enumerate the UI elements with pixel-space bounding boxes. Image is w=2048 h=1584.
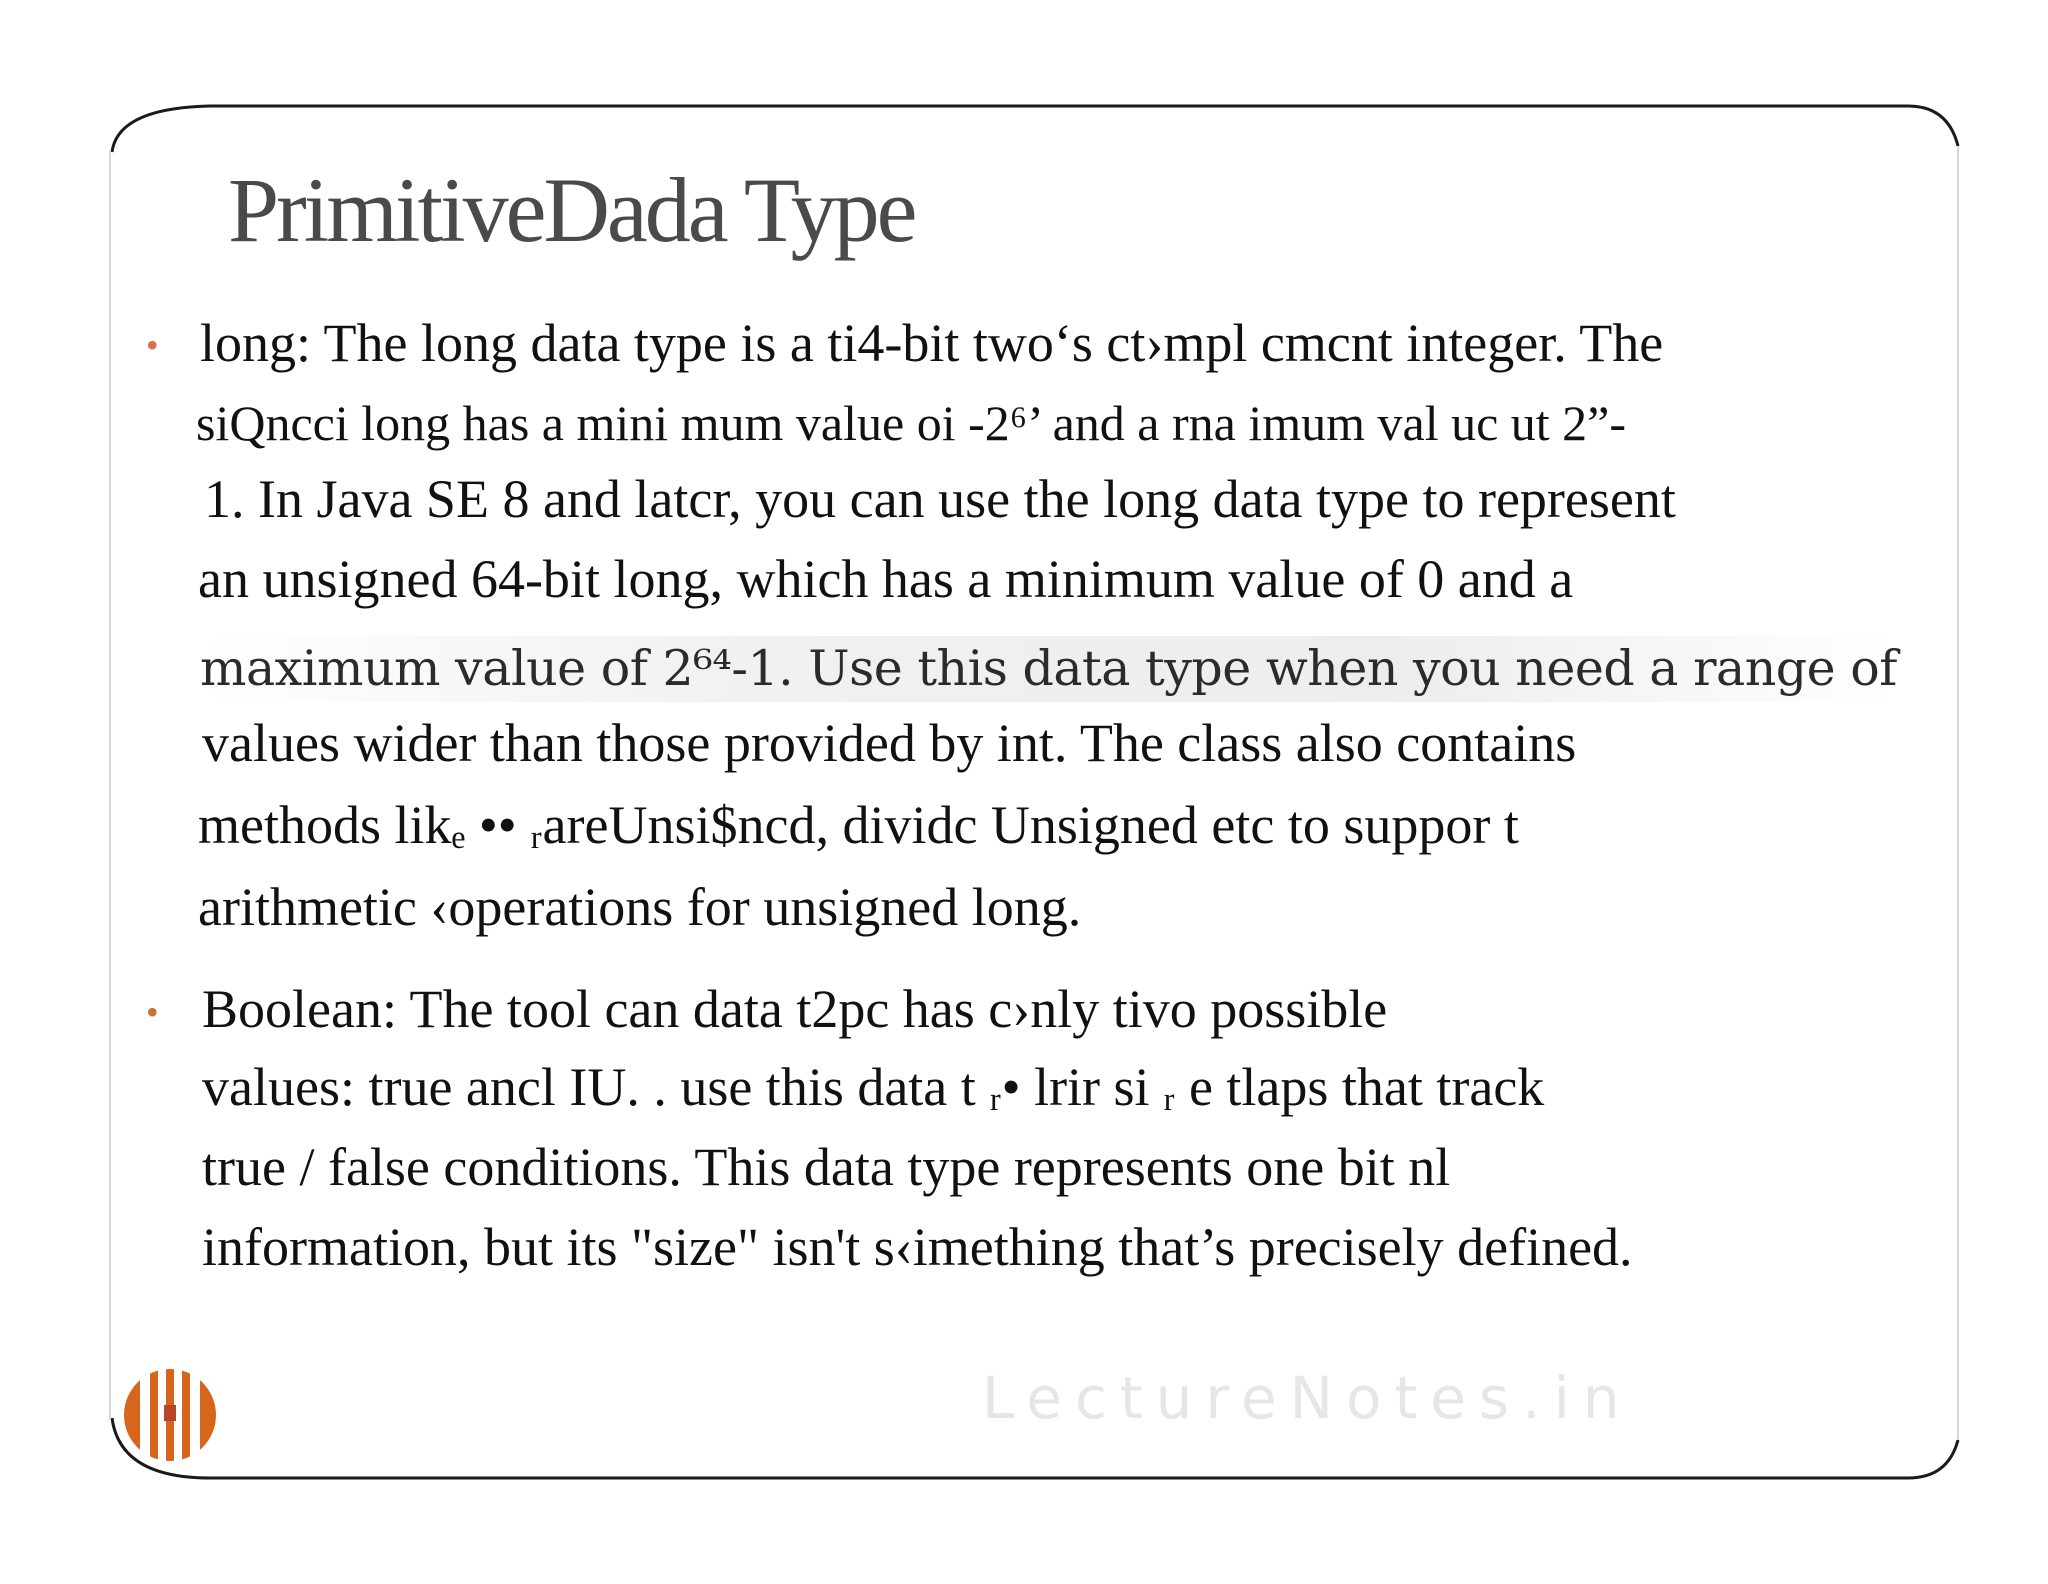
bullet-marker-boolean: • [146, 992, 159, 1032]
long-line-5: maximum value of 2⁶⁴-1. Use this data type when you need a range of [200, 636, 1897, 702]
boolean-line-4: information, but its "size" isn't s‹imething that’s precisely defined. [202, 1217, 1633, 1277]
long-line-2: siQncci long has a mini mum value oi -2⁶’ and a rna imum val uc ut 2”- [196, 395, 1627, 451]
long-line-3: 1. In Java SE 8 and latcr, you can use the long data type to represent [204, 469, 1676, 529]
boolean-line-1: Boolean: The tool can data t2pc has c›nly tivo possible [202, 979, 1388, 1039]
bullet-marker-long: • [146, 325, 159, 365]
boolean-line-2: values: true ancl IU. . use this data t ᵣ• lrir si ᵣ e tlaps that track [202, 1057, 1545, 1117]
long-line-4: an unsigned 64-bit long, which has a minimum value of 0 and a [198, 549, 1574, 609]
long-line-1: long: The long data type is a ti4-bit two‘s ct›mpl cmcnt integer. The [200, 313, 1664, 373]
long-line-7: methods likₑ •• ᵣareUnsi$ncd, dividc Unsigned etc to suppor t [198, 795, 1519, 855]
boolean-line-3: true / false conditions. This data type represents one bit nl [202, 1137, 1451, 1197]
watermark-text: LectureNotes.in [982, 1364, 1633, 1432]
long-line-8: arithmetic ‹operations for unsigned long. [198, 877, 1082, 937]
long-line-6: values wider than those provided by int. The class also contains [202, 713, 1577, 773]
slide-title: PrimitiveDada Type [228, 159, 915, 261]
lecturenotes-logo-icon [120, 1365, 220, 1465]
